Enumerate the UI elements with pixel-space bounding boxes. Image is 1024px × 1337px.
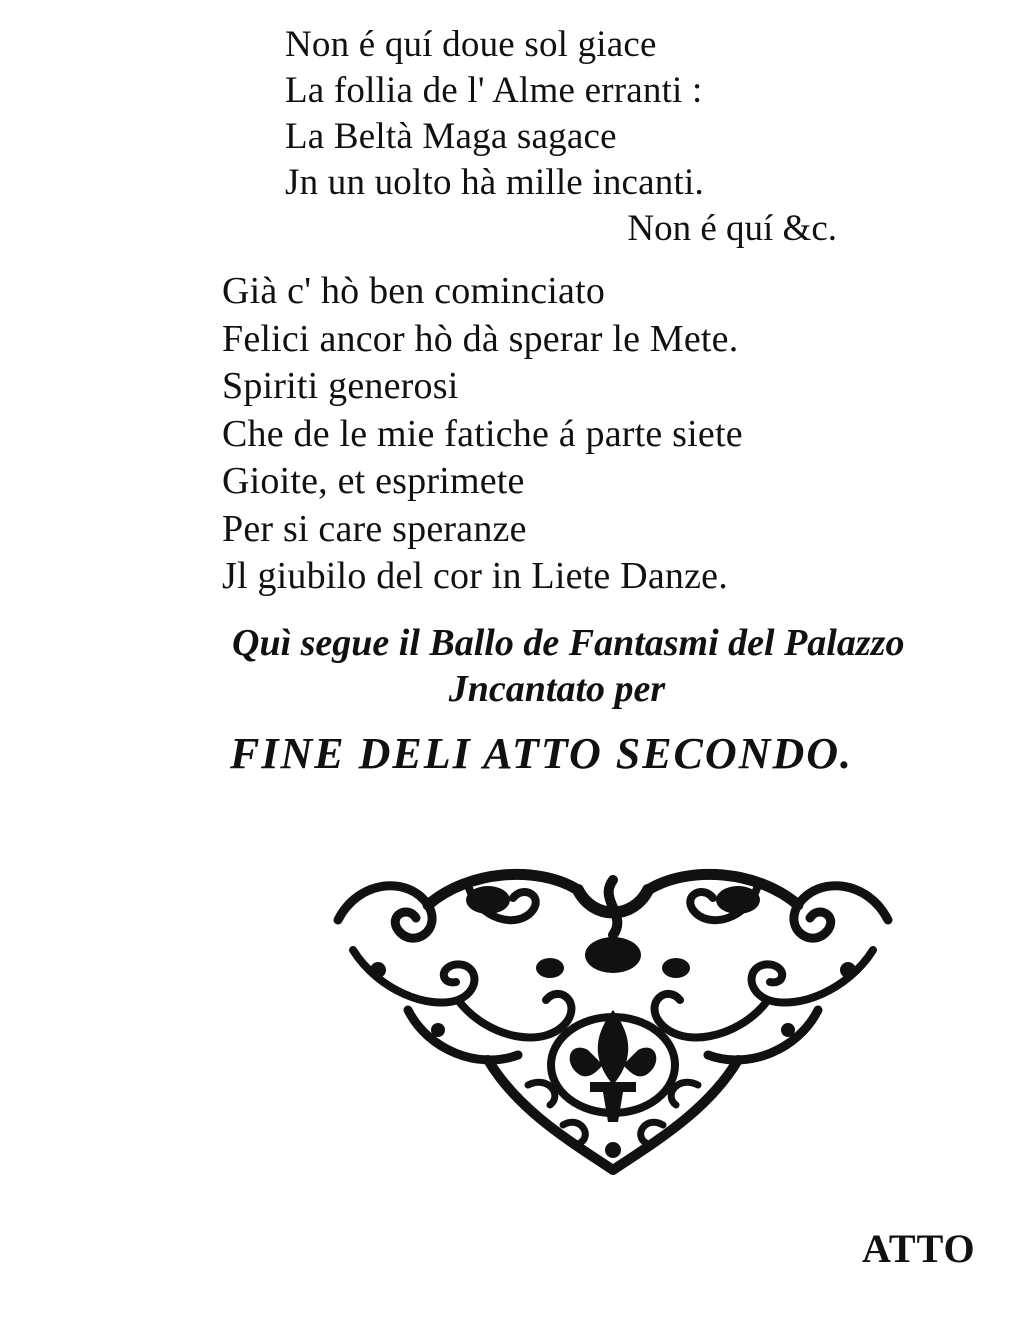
verse-line: Felici ancor hò dà sperar le Mete.: [222, 317, 739, 360]
verse-line: Che de le mie fatiche á parte siete: [222, 412, 743, 455]
verse-line: Per si care speranze: [222, 507, 527, 550]
verse-stanza-one: [285, 22, 845, 252]
act-end-heading: FINE DELI ATTO SECONDO.: [230, 729, 854, 778]
catchword: ATTO: [862, 1226, 976, 1271]
verse-line: Jn un uolto hà mille incanti.: [285, 162, 704, 203]
refrain-line: Non é quí &c.: [627, 208, 837, 249]
verse-line: Spiriti generosi: [222, 365, 459, 407]
stage-direction-line: Quì segue il Ballo de Fantasmi del Palazzo: [232, 622, 905, 664]
verse-stanza-two: [222, 268, 842, 601]
verse-line: Jl giubilo del cor in Liete Danze.: [222, 555, 728, 597]
verse-line: Gioite, et esprimete: [222, 460, 525, 502]
verse-line: Non é quí doue sol giace: [285, 24, 657, 65]
stage-direction-line: Jncantato per: [448, 668, 666, 710]
verse-line: La Beltà Maga sagace: [285, 116, 617, 157]
stage-direction: [222, 620, 982, 712]
verse-line: La follia de l' Alme erranti :: [285, 70, 703, 111]
verse-line: Già c' hò ben cominciato: [222, 270, 606, 312]
fleuron-tailpiece-icon: [318, 860, 908, 1180]
